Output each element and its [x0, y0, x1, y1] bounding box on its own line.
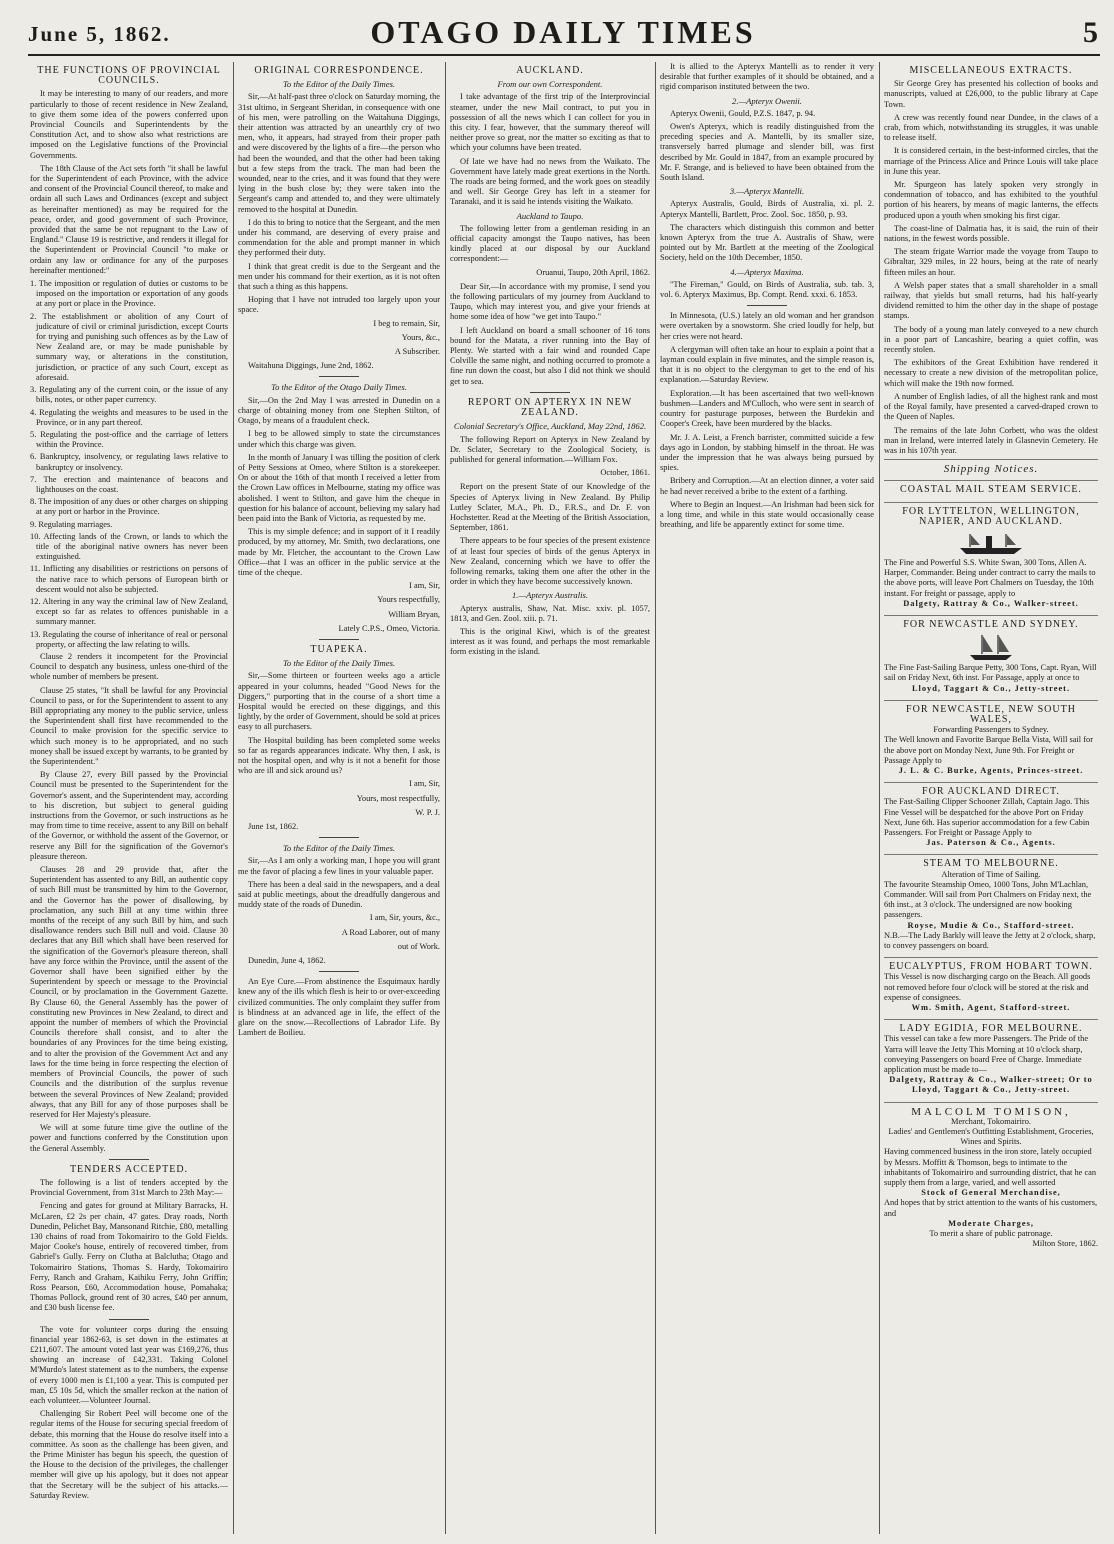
ad-heading: FOR AUCKLAND DIRECT.: [922, 786, 1060, 798]
list-item: 6. Bankruptcy, insolvency, or regulating laws relative to bankruptcy or insolvency.: [30, 452, 228, 472]
masthead: [28, 12, 1098, 56]
paragraph: A number of English ladies, of all the highest rank and most of the Royal family, have presented a carved-draped crown to the Queen of Naples.: [884, 391, 1098, 422]
ad-heading: COASTAL MAIL STEAM SERVICE.: [900, 484, 1082, 496]
paragraph: Apteryx Australis, Gould, Birds of Australia, xi. pl. 2. Apteryx Mantelli, Bartlett, Proc. Zool. Soc. 1850, p. 93.: [660, 199, 874, 219]
paragraph: The steam frigate Warrior made the voyage from Taupo to Gibraltar, 329 miles, in 22 hours, being at the rate of nearly fifteen miles an hour.: [884, 247, 1098, 277]
list-item: 7. The erection and maintenance of beacons and lighthouses on the coast.: [30, 474, 228, 494]
dateline: Waitahuna Diggings, June 2nd, 1862.: [248, 361, 374, 371]
advertisement: [884, 957, 1098, 1019]
paragraph: I beg to be allowed simply to state the circumstances under which this charge was given.: [238, 429, 440, 449]
article-heading: REPORT ON APTERYX IN NEW ZEALAND.: [467, 396, 633, 419]
advertisement: [884, 700, 1098, 782]
ad-agent: Royse, Mudie & Co., Stafford-street.: [907, 920, 1075, 930]
paragraph: A clergyman will often take an hour to explain a point that a layman could explain in five minutes, and the simple reason is, that it is no object to the clergyman to get to the end of his explanation.—Saturday Review.: [660, 344, 874, 385]
list-item: 1. The imposition or regulation of duties or customs to be imposed on the importation or exportation of any goods at any port or place in the Province.: [30, 279, 228, 309]
paragraph: "The Fireman," Gould, on Birds of Australia, sub. tab. 3, vol. 6. Apteryx Maximus, Bp. Compt. Rend. xxxi. 6. 1853.: [660, 279, 874, 300]
list-item: 3. Regulating any of the current coin, or the issue of any bills, notes, or other paper currency.: [30, 385, 228, 405]
article-heading: MISCELLANEOUS EXTRACTS.: [909, 65, 1073, 76]
paragraph: I do this to bring to notice that the Sergeant, and the men under his command, are deserving of every praise and commendation for the able and prompt manner in which they performed their duty.: [238, 217, 440, 258]
signature: Yours, most respectfully,: [356, 793, 440, 803]
paragraph: Challenging Sir Robert Peel will become one of the regular items of the House for securing special freedom of debate, this morning that the House do resolve itself into a committee. As soon as the challenge has been given, and the Prime Minister has begun his speech, the question of the House to the decision of the privileges, the challenger member will give up his apology, but it does not appear that the Secretary will be the subject of his attacks.—Saturday Review.: [30, 1409, 228, 1500]
paragraph: It is allied to the Apteryx Mantelli as to render it very desirable that further examples of it should be obtained, and a rigid comparison instituted between the two.: [660, 62, 874, 92]
list-item: 11. Inflicting any disabilities or restrictions on persons of the native race to which persons of European birth or descent would not also be subjected.: [30, 564, 228, 594]
advertisement: [884, 615, 1098, 700]
column-2: [238, 62, 440, 1534]
separator: [319, 376, 359, 377]
paragraph: Owen's Apteryx, which is readily distinguished from the preceding species and A. Mantelli, by its smaller size, transversely barred plumage and slender bill, was first described by Mr. Gould in 1847, from an example procured by Mr. F. Strange, and is believed to have been obtained from the South Island.: [660, 122, 874, 183]
article-heading: ORIGINAL CORRESPONDENCE.: [254, 65, 424, 76]
advertisement: [884, 854, 1098, 957]
ad-body: Having commenced business in the iron store, lately occupied by Messrs. Moffitt & Thomson, begs to intimate to the inhabitants of Tokomairiro and surrounding district, that he can supply them from a large, varied, and well assorted: [884, 1147, 1097, 1188]
separator: [109, 1319, 149, 1320]
article-subheading: 3.—Apteryx Mantelli.: [729, 186, 805, 197]
paragraph: The exhibitors of the Great Exhibition have rendered it necessary to create a new division of the metropolitan police, which will make the 19th now formed.: [884, 358, 1098, 388]
list-item: 13. Regulating the course of inheritance of real or personal property, or affecting the law relating to wills.: [30, 629, 228, 649]
separator: [319, 837, 359, 838]
advertisement: [884, 1102, 1098, 1260]
separator: [319, 639, 359, 640]
letter-address: To the Editor of the Daily Times.: [282, 658, 396, 669]
paragraph: An Eye Cure.—From abstinence the Esquimaux hardly knew any of the ills which flesh is heir to or over-exceeding civilized communities. The only complaint they suffer from is blindness at an advanced age in life, the effect of the glare on the snow.—Recollections of Labrador Life. By Lambert de Boilieu.: [238, 977, 440, 1038]
list-item: 12. Altering in any way the criminal law of New Zealand, except so far as relates to offences punishable in a summary manner.: [30, 596, 228, 627]
paragraph: A crew was recently found near Dundee, in the claws of a crab, from which, notwithstanding its struggles, it was unable to release itself.: [884, 112, 1098, 143]
paragraph: A Welsh paper states that a small shareholder in a small railway, that yields but small returns, had his half-yearly dividend remitted to him the other day in the shape of postage stamps.: [884, 280, 1098, 321]
paragraph: This is my simple defence; and in support of it I readily produced, by my attorney, Mr. Smith, two declarations, one made by Mr. Fletcher, the accountant to the Crown Law Office—that I was an officer in the public service at the time of the cheque.: [238, 527, 440, 577]
paragraph: The following Report on Apteryx in New Zealand by Dr. Sclater, Secretary to the Zoological Society, is published for general information.—William Fox.: [450, 434, 650, 464]
ad-heading: LADY EGIDIA, FOR MELBOURNE.: [899, 1023, 1083, 1035]
ad-subheading: Forwarding Passengers to Sydney.: [933, 725, 1049, 735]
paragraph: This is the original Kiwi, which is of the greatest interest as it was found, and perhaps the most remarkable form existing in the island.: [450, 626, 650, 657]
paragraph: Dear Sir,—In accordance with my promise, I send you the following particulars of my journey from Auckland to Taupo, which may interest you, and give your friends at home some idea of how "we get into Taupo.": [450, 281, 650, 322]
signature: I am, Sir,: [409, 779, 440, 789]
ad-body: Ladies' and Gentlemen's Outfitting Establishment, Groceries, Wines and Spirits.: [888, 1127, 1094, 1147]
ad-heading: EUCALYPTUS, FROM HOBART TOWN.: [889, 961, 1093, 973]
ad-charges: Moderate Charges,: [948, 1218, 1034, 1228]
advertisement: [884, 1019, 1098, 1101]
advertisement: [884, 782, 1098, 854]
paragraph: Clauses 28 and 29 provide that, after the Superintendent has assented to any Bill, an authentic copy of such Bill must be transmitted by him to the Governor, and the Governor has the power of disallowing, by proclamation, any such Bill at any time within three months of the receipt of any such Bill by him, and such disallowance renders such Bill null and void. Clause 30 declares that any Bill which shall have been reserved for the signification of the Governor's pleasure thereon, shall have any force within the Province, until the assent of the Governor shall have been signified either by the Superintendent by speech or message to the Provincial Council, or by proclamation in the Government Gazette. By Clause 60, the General Assembly has the power of constituting new Provinces in New Zealand, to direct and appoint the number of members of which the Provincial Councils therefore shall consist, and to alter the boundaries of any Provinces for the time being existing, and to alter the provision of the Government Act and any laws for the time being in force respecting the election of members of Provincial Councils, the power of such Councils and the distribution of the surplus revenue between the several Provinces of New Zealand; provided always, that any Bill for any of those purposes shall be reserved for Her Majesty's pleasure.: [30, 865, 228, 1119]
article-subheading: 1.—Apteryx Australis.: [512, 590, 588, 601]
ad-heading: FOR LYTTELTON, WELLINGTON, NAPIER, AND AUCKLAND.: [902, 505, 1080, 527]
paragraph: The Hospital building has been completed some weeks so far as regards appearances indicate. Why then, I ask, is not the hospital open, and why is it not a benefit for those who are ill and sick around us?: [238, 735, 440, 776]
ad-stock: Stock of General Merchandise,: [921, 1188, 1061, 1198]
paragraph: I left Auckland on board a small schooner of 16 tons bound for the Matata, a river running into the Bay of Plenty. We started with a fair wind and rounded Cape Colville the same night, and nothing occurred to promote a fine run down the coast, but also I did not think we should get to sea.: [450, 325, 650, 386]
dateline: Oruanui, Taupo, 20th April, 1862.: [536, 267, 650, 277]
paragraph: Mr. Spurgeon has lately spoken very strongly in condemnation of tobacco, and has exhibited to the youthful portion of his hearers, by means of magic lanterns, the effects produced upon a youth when smoking his first cigar.: [884, 180, 1098, 220]
signature: William Bryan,: [388, 609, 440, 619]
column-divider: [879, 62, 880, 1534]
ad-body: To merit a share of public patronage.: [929, 1229, 1053, 1239]
ad-agent: Lloyd, Taggart & Co., Jetty-street.: [911, 683, 1071, 693]
article-heading: AUCKLAND.: [516, 65, 584, 76]
paragraph: Hoping that I have not intruded too largely upon your space.: [238, 295, 440, 315]
ad-heading: MALCOLM TOMISON,: [911, 1105, 1071, 1118]
newspaper-title: OTAGO DAILY TIMES: [370, 14, 756, 50]
column-4: [660, 62, 874, 1534]
ad-body: This vessel can take a few more Passengers. The Pride of the Yarra will leave the Jetty This Morning at 10 o'clock sharp, conveying Passengers on board Free of Charge. Immediate application must be made to—: [884, 1034, 1089, 1075]
ad-heading: FOR NEWCASTLE AND SYDNEY.: [903, 618, 1079, 630]
article-heading: THE FUNCTIONS OF PROVINCIAL COUNCILS.: [37, 65, 221, 87]
paragraph: Sir,—Some thirteen or fourteen weeks ago a article appeared in your columns, headed "Good News for the Diggers," purporting that in the course of a short time a Hospital would be erected on these diggings, and this lightly, by the order of Government, should be sold at prices easy to all purchasers.: [238, 671, 440, 732]
paragraph: The following is a list of tenders accepted by the Provincial Government, from 31st March to 23th May:—: [30, 1177, 228, 1198]
ad-agent: Jas. Paterson & Co., Agents.: [926, 838, 1056, 848]
paragraph: Fencing and gates for ground at Military Barracks, H. McLaren, £2 2s per chain, 47 gates. Dray roads, North Dunedin, Pelichet Bay, Mansonand Ritchie, £80, metalling 130 chains of road from Tokomairiro to the Gold Fields. Major Cooke's house, entirely of recovered timber, from Gabriel's Gully. Ferry on Clutha at Balclutha; Otago and Tokomairiro Stations, Thomas S. Hardy, Tokomairiro Ferry, Ranch and Graham, Kaihiku Ferry, John Griffin; Ross Pearson, £60, Accommodation house, Pomahaka; Thomas Pollock, ground rent of 30 acres, £40 per annum, and £30 bush license fee.: [30, 1201, 228, 1313]
paragraph: The vote for volunteer corps during the ensuing financial year 1862-63, is set down in the estimates at £211,607. The amount voted last year was £169,276, thus showing an increase of £42,331. Taking Colonel M'Murdo's latest statement as to the numbers, the expense of every 1000 men is £1,100 a year. This is computed per man, £5 10s 5d, which the smaller reckon at the nation of each volunteer.—Volunteer Journal.: [30, 1324, 228, 1405]
paragraph: Bribery and Corruption.—At an election dinner, a voter said he had never received a bribe to the extent of a farthing.: [660, 476, 874, 496]
letter-address: To the Editor of the Daily Times.: [282, 843, 396, 854]
list-item: 2. The establishment or abolition of any Court of judicature of civil or criminal jurisdiction, except Courts for trying and punishing such offences as by the Law of New Zealand are, or may be made punishable by summary way, or alterations in the constitution, jurisdiction, or practice of any such Court, except as aforesaid.: [30, 311, 228, 382]
ad-body: The Well known and Favorite Barque Bella Vista, Will sail for the above port on Monday Next, June 9th. For Freight or Passage Apply to: [884, 735, 1093, 765]
page-number: 5: [1083, 16, 1098, 49]
paragraph: Apteryx australis, Shaw, Nat. Misc. xxiv. pl. 1057, 1813, and Gen. Zool. xiii. p. 71.: [450, 603, 650, 623]
paragraph: Report on the present State of our Knowledge of the Species of Apteryx living in New Zealand. By Philip Lutley Sclater, M.A., Ph. D., F.R.S., and Dr. F. von Hochstetter. Read at the Meeting of the British Association, September, 1861.: [450, 482, 650, 533]
column-5: [884, 62, 1098, 1534]
paragraph: The body of a young man lately conveyed to a new church in a poor part of Lancashire, bearing a quiet coffin, was recently stolen.: [884, 324, 1098, 355]
letter-address: To the Editor of the Daily Times.: [282, 79, 396, 90]
paragraph: By Clause 27, every Bill passed by the Provincial Council must be presented to the Superintendent for the Governor's assent, and the Superintendent may, according to his discretion, but subject to general guiding instructions from the Governor, or such instructions as he may from time to time receive, assent to any Bill on behalf of the Governor, or withhold the assent of the Governor, or reserve any Bill for the signification of the Governor's pleasure thereon.: [30, 770, 228, 861]
shipping-header: [884, 459, 1098, 480]
article-subheading: 4.—Apteryx Maxima.: [730, 266, 804, 277]
paragraph: Mr. J. A. Leist, a French barrister, committed suicide a few days ago in London, by stabbing himself in the throat. He was under the impression that he was always being pursued by spies.: [660, 432, 874, 473]
list-item: 10. Affecting lands of the Crown, or lands to which the title of the aboriginal native owners has never been extinguished.: [30, 531, 228, 562]
separator: [530, 392, 570, 393]
paragraph: Where to Begin an Inquest.—An Irishman had been sick for a long time, and while in this state would occasionally cease breathing, and life be apparently extinct for some time.: [660, 499, 874, 530]
shipping-heading: Shipping Notices.: [943, 463, 1039, 476]
paragraph: It is considered certain, in the best-informed circles, that the marriage of the Princess Alice and Prince Louis will take place in June this year.: [884, 146, 1098, 176]
dateline: June 1st, 1862.: [248, 822, 299, 831]
signature: Yours respectfully,: [377, 595, 440, 605]
ad-note: N.B.—The Lady Barkly will leave the Jetty at 2 o'clock, sharp, to convey passengers on board.: [884, 930, 1096, 951]
signature: out of Work.: [397, 941, 440, 951]
paragraph: We will at some future time give the outline of the power and functions conferred by the Constitution upon the General Assembly.: [30, 1123, 228, 1153]
advertisement: [884, 480, 1098, 501]
paragraph: The coast-line of Dalmatia has, it is said, the ruin of their nations, in the fewest words possible.: [884, 223, 1098, 244]
ad-heading: STEAM TO MELBOURNE.: [923, 858, 1059, 870]
signature: I am, Sir,: [409, 581, 440, 591]
ad-body: The Fine and Powerful S.S. White Swan, 300 Tons, Allen A. Harper, Commander. Being under contract to carry the mails to the above ports, will leave Port Chalmers on Tuesday, the 10th instant. For freight or passage, apply to: [884, 557, 1096, 598]
ad-body: The favourite Steamship Omeo, 1000 Tons, John M'Lachlan, Commander. Will sail from Port Chalmers on Friday next, the 6th inst., at 3 o'clock. The undersigned are now booking passengers.: [884, 879, 1092, 920]
column-divider: [655, 62, 656, 1534]
article-heading: TENDERS ACCEPTED.: [69, 1163, 189, 1175]
ad-agent: Wm. Smith, Agent, Stafford-street.: [911, 1003, 1071, 1013]
column-3: [450, 62, 650, 1534]
article-subheading: From our own Correspondent.: [497, 79, 603, 90]
signature: A Subscriber.: [394, 347, 440, 357]
paragraph: It may be interesting to many of our readers, and more particularly to those of recent residence in New Zealand, to give them some idea of the powers conferred upon Provincial Councils and Superintendents by the Constitution Act, and to show also what restrictions are imposed on the Legislative functions of the Provincial Governments.: [30, 89, 228, 160]
letter-address: To the Editor of the Otago Daily Times.: [271, 382, 407, 393]
paragraph: The remains of the late John Corbett, who was the oldest man in Ireland, were interred lately in Glasnevin Cemetery. He was in his 107th year.: [884, 425, 1098, 455]
steamship-icon: [956, 530, 1026, 556]
paragraph: In Minnesota, (U.S.) lately an old woman and her grandson were overtaken by a snowstorm. She cried loudly for help, but her cries were not heard.: [660, 311, 874, 341]
ad-body: The Fast-Sailing Clipper Schooner Zillah, Captain Jago. This Fine Vessel will be despatched for the above Port on Friday Next, June 6th. Has superior accommodation for a few Cabin Passengers. For Freight or Passage Apply to: [884, 797, 1090, 837]
paragraph: There has been a deal said in the newspapers, and a deal said at public meetings, about the dreadfully dangerous and muddy state of the roads of Dunedin.: [238, 879, 440, 910]
paragraph: The characters which distinguish this common and better known Apteryx from the true A. Australis of Shaw, were pointed out by Mr. Bartlett at the meeting of the Zoological Society, held on the 10th December, 1850.: [660, 222, 874, 263]
article-subheading: 2.—Apteryx Owenii.: [732, 95, 802, 106]
paragraph: Exploration.—It has been ascertained that two well-known bushmen—Landers and M'Culloch, who were sent in search of country for pasturage purposes, between the Burdekin and Cooper's Creek, have been murdered by the blacks.: [660, 388, 874, 429]
column-divider: [233, 62, 234, 1534]
separator: [319, 971, 359, 972]
sailing-ship-icon: [966, 633, 1016, 661]
paragraph: Apteryx Owenii, Gould, P.Z.S. 1847, p. 94.: [670, 108, 816, 118]
paragraph: Sir George Grey has presented his collection of books and manuscripts, valued at £26,000, to the public library at Cape Town.: [884, 79, 1098, 109]
article-subheading: Colonial Secretary's Office, Auckland, May 22nd, 1862.: [453, 421, 647, 432]
list-item: 4. Regulating the weights and measures to be used in the Province, or in any part thereof.: [30, 407, 228, 427]
paragraph: The 18th Clause of the Act sets forth "it shall be lawful for the Superintendent of each Province, with the advice and consent of the Provincial Council thereof, to make and ordain all such Laws and Ordinances (except and subject as hereinafter mentioned) as may be required for the peace, order, and good government of such Province, provided that the same be not repugnant to the Law of England." Clause 19 is restrictive, and renders it illegal for the Superintendent or Provincial Council "to make or ordain any law or ordinance for any of the purposes hereinafter mentioned:": [30, 163, 228, 275]
signature: I beg to remain, Sir,: [373, 318, 440, 328]
ad-agent: Dalgety, Rattray & Co., Walker-street.: [903, 598, 1079, 608]
paragraph: Sir,—As I am only a working man, I hope you will grant me the favor of placing a few lines in your valuable paper.: [238, 856, 440, 876]
paragraph: I think that great credit is due to the Sergeant and the men under his command for their exertion, as it is not often that such a thing as this happens.: [238, 261, 440, 292]
signature: Yours, &c.,: [401, 332, 440, 342]
paragraph: Clause 25 states, "It shall be lawful for any Provincial Council to pass, or for the Superintendent to assent to any Bill appropriating any money to the public service, unless the Superintendent shall first have recommended to the Council to make provision for the specific service to which such money is to be appropriated, and no such money shall be issued except by warrants, to be granted by the Superintendent.": [30, 685, 228, 766]
article-subheading: Auckland to Taupo.: [516, 210, 584, 221]
signature: Lately C.P.S., Omeo, Victoria.: [338, 623, 440, 633]
column-divider: [445, 62, 446, 1534]
ad-heading: FOR NEWCASTLE, NEW SOUTH WALES,: [906, 703, 1076, 725]
article-heading: TUAPEKA.: [310, 643, 368, 655]
ad-body: This Vessel is now discharging cargo on the Beach. All goods not removed before four o'clock will be stored at the risk and expense of consignees.: [884, 972, 1091, 1002]
separator: [747, 305, 787, 306]
paragraph: There appears to be four species of the present existence of at least four species of birds of the genus Apteryx in New Zealand, concerning which we have to offer the following remarks, taking them one after the other in the order in which they have become successively known.: [450, 536, 650, 587]
paragraph: I take advantage of the first trip of the Interprovincial steamer, under the new Mail contract, to put you in possession of all the news which I can collect for you in this city. I fear, however, that the summary thereof will neither prove so great, nor the matter so exciting as that to which your columns have been treated.: [450, 92, 650, 153]
paragraph: In the month of January I was tilling the position of clerk of Petty Sessions at Omeo, where Stilton is a storekeeper. On or about the 16th of that month I received a letter from the Crown Law offices in Melbourne, stating my office was abolished. I went to Stilton, and gave him the cheque in question for his balance of account, believing my salary had been paid into the Bank of Victoria, as requested by me.: [238, 452, 440, 523]
ad-agent: J. L. & C. Burke, Agents, Princes-street.: [898, 765, 1084, 775]
column-1: [30, 62, 228, 1534]
list-item: 5. Regulating the post-office and the carriage of letters within the Province.: [30, 429, 228, 450]
signature: I am, Sir, yours, &c.,: [369, 913, 440, 923]
paragraph: The following letter from a gentleman residing in an official capacity amongst the Taupo natives, has been kindly placed at our disposal by our Auckland correspondent:—: [450, 223, 650, 264]
ad-subheading: Alteration of Time of Sailing.: [941, 869, 1041, 879]
masthead-rule: [28, 54, 1100, 56]
paragraph: Of late we have had no news from the Waikato. The Government have lately made great exertions in the North. The roads are being formed, and the work goes on steadily and well. Sir George Grey has left in a steamer for Taranaki, and it is said he intends visiting the Waikato.: [450, 156, 650, 207]
issue-date: June 5, 1862.: [28, 22, 171, 46]
signature: W. P. J.: [415, 807, 440, 817]
dateline: Dunedin, June 4, 1862.: [248, 956, 326, 966]
signature: A Road Laborer, out of many: [341, 927, 440, 937]
list-item: 9. Regulating marriages.: [30, 519, 113, 529]
separator: [109, 1159, 149, 1160]
dateline: October, 1861.: [600, 468, 650, 478]
paragraph: Clause 2 renders it incompetent for the Provincial Council to despatch any business, unless one-third of the whole number of members be present.: [30, 651, 228, 682]
advertisement: [884, 502, 1098, 615]
list-item: 8. The imposition of any dues or other charges on shipping at any port or harbor in the Province.: [30, 497, 228, 517]
ad-body: And hopes that by strict attention to the wants of his customers, and: [884, 1198, 1098, 1218]
paragraph: Sir,—On the 2nd May I was arrested in Dunedin on a charge of obtaining money from one Stephen Stilton, of Otago, by means of a fraudulent check.: [238, 395, 440, 426]
ad-subheading: Merchant, Tokomairiro.: [951, 1116, 1031, 1126]
paragraph: Sir,—At half-past three o'clock on Saturday morning, the 31st ultimo, in Sergeant Sheridan, in consequence with one of his men, were patrolling on the Waitahuna Diggings, their attention was attracted by an unearthly cry of two men, who, it appears, had strayed from their proper path and were discovered by the lights of a fire—the person who had been the wounded, and that the other had been taking but a few steps from the track. The man had been the wounded, near to the cries, and it was found that they were lying in the bush close by; they were taken into the Sergeant's camp and attended to, and they were ultimately removed to the hospital at Dunedin.: [238, 92, 440, 214]
ad-body: The Fine Fast-Sailing Barque Petty, 300 Tons, Capt. Ryan, Will sail on Friday Next, 6th inst. For Passage, apply at once to: [884, 663, 1097, 683]
ad-place: Milton Store, 1862.: [1032, 1239, 1098, 1249]
ad-agent: Dalgety, Rattray & Co., Walker-street; Or to Lloyd, Taggart & Co., Jetty-street.: [889, 1075, 1093, 1095]
